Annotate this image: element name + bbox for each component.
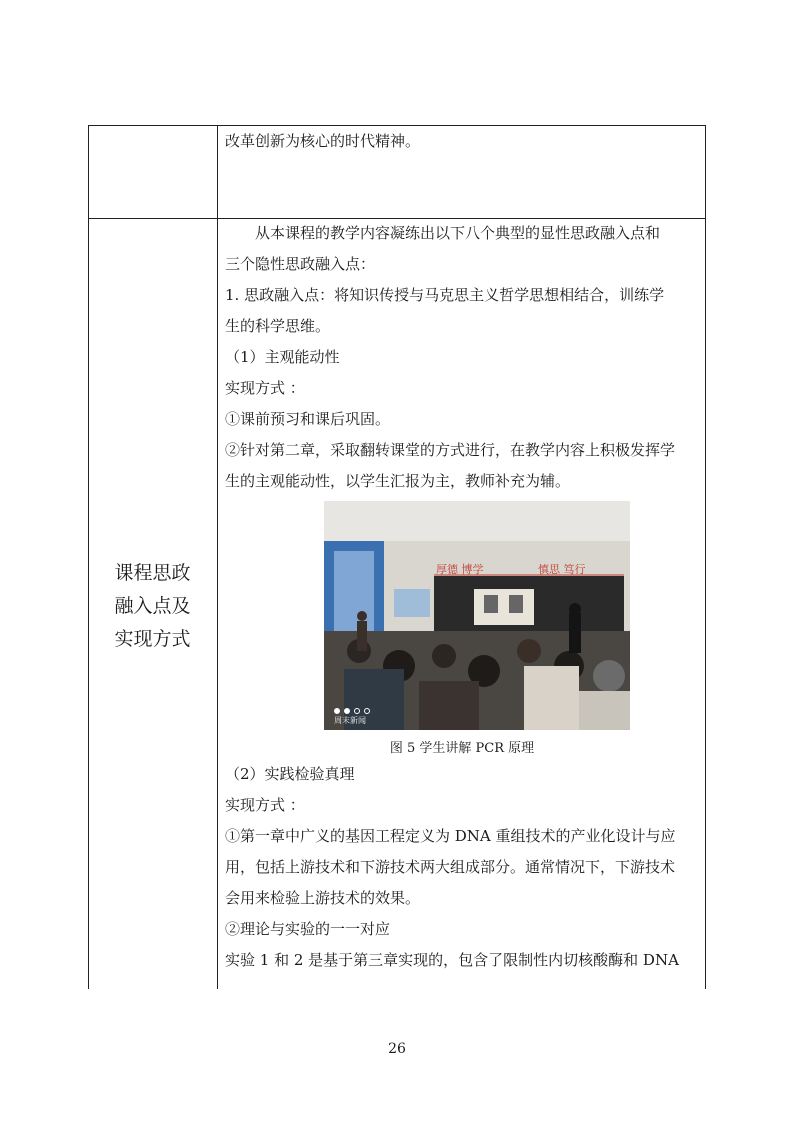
photo-watermark: 周末新闻 — [334, 716, 366, 725]
row1-content — [225, 126, 699, 157]
classroom-photo — [324, 501, 630, 730]
paragraph-line: （1）主观能动性 — [225, 348, 340, 366]
paragraph-line: 生的科学思维。 — [225, 317, 331, 335]
label-line: 融入点及 — [114, 595, 191, 617]
page-number: 26 — [388, 1041, 406, 1057]
label-line: 实现方式 — [114, 628, 191, 650]
paragraph-line: 实现方式 ： — [225, 379, 305, 397]
paragraph-line: 实验 1 和 2 是基于第三章实现的，包含了限制性内切核酸酶和 DNA — [225, 951, 679, 969]
label-line: 课程思政 — [114, 562, 191, 584]
paragraph-line: ①课前预习和课后巩固。 — [225, 410, 391, 428]
row2-content-top — [225, 218, 699, 497]
row2-content-bottom — [225, 759, 699, 976]
carousel-dots[interactable] — [334, 708, 370, 714]
banner-left: 厚德 博学 — [436, 563, 484, 576]
carousel-dot[interactable] — [344, 708, 350, 714]
paragraph-line: ②理论与实验的一一对应 — [225, 920, 391, 938]
paragraph-line: 1. 思政融入点：将知识传授与马克思主义哲学思想相结合，训练学 — [225, 286, 665, 304]
carousel-dot[interactable] — [354, 708, 360, 714]
carousel-dot[interactable] — [364, 708, 370, 714]
paragraph-line: 用，包括上游技术和下游技术两大组成部分。通常情况下，下游技术 — [225, 858, 676, 876]
paragraph-line: 生的主观能动性，以学生汇报为主，教师补充为辅。 — [225, 472, 571, 490]
paragraph-line: 从本课程的教学内容凝练出以下八个典型的显性思政融入点和 — [255, 224, 661, 242]
paragraph-line: 实现方式 ： — [225, 796, 305, 814]
figure-caption: 图 5 学生讲解 PCR 原理 — [389, 741, 535, 756]
banner-right: 慎思 笃行 — [538, 563, 586, 576]
content-table — [88, 125, 706, 989]
carousel-dot-active[interactable] — [334, 708, 340, 714]
paragraph-line: 三个隐性思政融入点： — [225, 255, 376, 273]
table-right-border — [705, 125, 706, 989]
paragraph-line: 会用来检验上游技术的效果。 — [225, 889, 421, 907]
row1-text: 改革创新为核心的时代精神。 — [225, 132, 421, 150]
column-divider — [217, 125, 218, 989]
classroom-illustration — [324, 501, 630, 730]
paragraph-line: ①第一章中广义的基因工程定义为 DNA 重组技术的产业化设计与应 — [225, 827, 676, 845]
row2-label — [88, 557, 217, 656]
paragraph-line: （2）实践检验真理 — [225, 765, 355, 783]
paragraph-line: ②针对第二章，采取翻转课堂的方式进行，在教学内容上积极发挥学 — [225, 441, 676, 459]
